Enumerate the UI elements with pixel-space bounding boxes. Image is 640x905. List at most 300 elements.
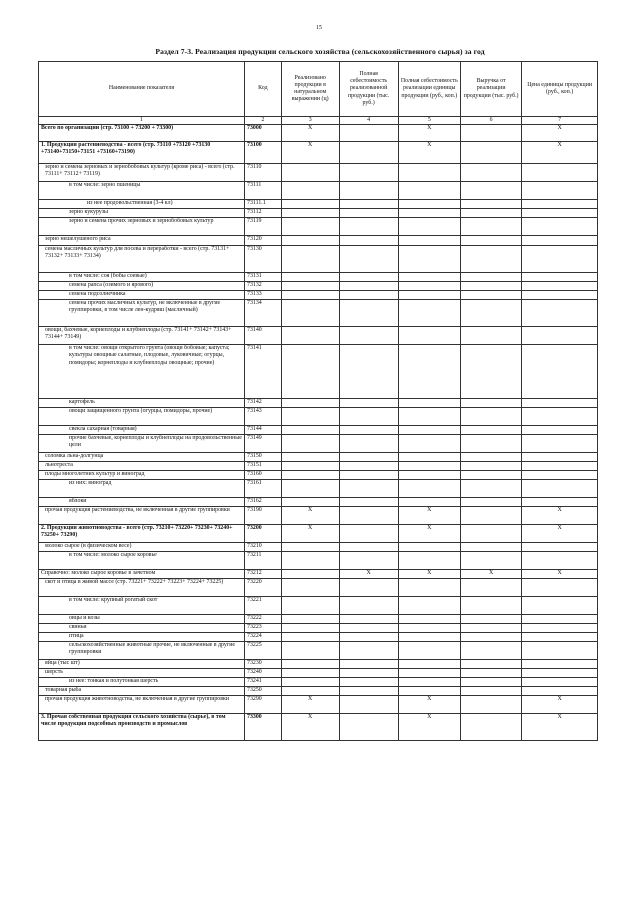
value-cell [460, 246, 521, 273]
value-cell [522, 624, 598, 633]
value-cell [460, 624, 521, 633]
value-cell [522, 678, 598, 687]
value-cell [522, 291, 598, 300]
row-code: 73143 [245, 408, 282, 426]
value-cell [398, 615, 460, 624]
value-cell [339, 209, 398, 218]
table-row [39, 236, 598, 246]
value-cell: X [281, 525, 339, 543]
indicator-name: семена масличных культур для посева и переработки - всего (стр. 73131+ 73132+ 73133+ 73134) [39, 246, 245, 273]
value-cell [339, 552, 398, 570]
value-cell [522, 399, 598, 408]
value-cell [522, 660, 598, 669]
value-cell [339, 597, 398, 615]
value-cell [281, 498, 339, 507]
value-cell [522, 462, 598, 471]
value-cell [398, 300, 460, 327]
indicator-name: плоды многолетних культур и виноград [39, 471, 245, 480]
table-row [39, 570, 598, 579]
row-code: 73290 [245, 696, 282, 714]
value-cell [398, 182, 460, 200]
value-cell [281, 579, 339, 597]
table-row [39, 642, 598, 660]
value-cell [281, 327, 339, 345]
value-cell [339, 300, 398, 327]
indicator-name: овощи защищенного грунта (огурцы, помидоры, прочие) [39, 408, 245, 426]
value-cell [460, 236, 521, 246]
value-cell [460, 291, 521, 300]
table-row [39, 669, 598, 678]
value-cell [522, 435, 598, 453]
row-code: 73223 [245, 624, 282, 633]
value-cell: X [398, 125, 460, 142]
row-code: 73150 [245, 453, 282, 462]
value-cell [281, 642, 339, 660]
value-cell [522, 164, 598, 182]
indicator-name: товарная рыба [39, 687, 245, 696]
column-number: 3 [281, 117, 339, 125]
table-row [39, 142, 598, 164]
value-cell: X [522, 525, 598, 543]
value-cell [398, 624, 460, 633]
table-row [39, 480, 598, 498]
row-code: 73211 [245, 552, 282, 570]
row-code: 73120 [245, 236, 282, 246]
value-cell [339, 142, 398, 164]
indicator-name: в том числе: крупный рогатый скот [39, 597, 245, 615]
indicator-name: яйца (тыс шт) [39, 660, 245, 669]
value-cell [522, 282, 598, 291]
value-cell [339, 164, 398, 182]
value-cell [398, 291, 460, 300]
value-cell [281, 300, 339, 327]
row-code: 73141 [245, 345, 282, 399]
row-code: 73133 [245, 291, 282, 300]
value-cell [339, 236, 398, 246]
value-cell [398, 426, 460, 435]
header-cell: Полная себестоимость реализации единицы продукции (руб., коп.) [398, 62, 460, 117]
value-cell [339, 426, 398, 435]
table-row [39, 273, 598, 282]
row-code: 73240 [245, 669, 282, 678]
value-cell [522, 669, 598, 678]
value-cell [339, 696, 398, 714]
value-cell [281, 164, 339, 182]
value-cell [460, 408, 521, 426]
value-cell [398, 660, 460, 669]
value-cell [522, 200, 598, 209]
value-cell [339, 669, 398, 678]
value-cell [339, 125, 398, 142]
value-cell [339, 615, 398, 624]
row-code: 73241 [245, 678, 282, 687]
table-row [39, 615, 598, 624]
indicator-name: овцы и козы [39, 615, 245, 624]
table-row [39, 426, 598, 435]
value-cell [460, 507, 521, 525]
value-cell [460, 579, 521, 597]
value-cell [398, 218, 460, 236]
value-cell [339, 345, 398, 399]
row-code: 73230 [245, 660, 282, 669]
header-cell: Реализовано продукции в натуральном выражении (ц) [281, 62, 339, 117]
indicator-name: свекла сахарная (товарная) [39, 426, 245, 435]
sales-table [38, 61, 598, 741]
value-cell [339, 660, 398, 669]
header-cell: Наименование показателя [39, 62, 245, 117]
value-cell [460, 669, 521, 678]
table-row [39, 471, 598, 480]
value-cell [398, 597, 460, 615]
value-cell [398, 246, 460, 273]
value-cell: X [281, 696, 339, 714]
value-cell [522, 552, 598, 570]
value-cell [281, 678, 339, 687]
value-cell [398, 687, 460, 696]
value-cell [522, 615, 598, 624]
value-cell [522, 597, 598, 615]
row-code: 73221 [245, 597, 282, 615]
value-cell: X [281, 125, 339, 142]
row-code: 73161 [245, 480, 282, 498]
value-cell [522, 453, 598, 462]
value-cell [281, 200, 339, 209]
row-code: 73162 [245, 498, 282, 507]
row-code: 73212 [245, 570, 282, 579]
row-code: 73210 [245, 543, 282, 552]
value-cell [460, 498, 521, 507]
row-code: 73132 [245, 282, 282, 291]
value-cell [339, 714, 398, 741]
value-cell [398, 236, 460, 246]
row-code: 73200 [245, 525, 282, 543]
header-row [39, 62, 598, 117]
table-row [39, 552, 598, 570]
value-cell [281, 597, 339, 615]
table-row [39, 507, 598, 525]
table-row [39, 543, 598, 552]
table-row [39, 408, 598, 426]
value-cell [460, 125, 521, 142]
value-cell [398, 209, 460, 218]
row-code: 73225 [245, 642, 282, 660]
value-cell [398, 200, 460, 209]
value-cell: X [522, 714, 598, 741]
value-cell [398, 498, 460, 507]
column-number-row [39, 117, 598, 125]
value-cell [339, 624, 398, 633]
value-cell [281, 453, 339, 462]
indicator-name: прочая продукция растениеводства, не включенная в другие группировки [39, 507, 245, 525]
value-cell [522, 327, 598, 345]
value-cell [460, 525, 521, 543]
row-code: 73224 [245, 633, 282, 642]
column-number: 6 [460, 117, 521, 125]
value-cell [522, 633, 598, 642]
value-cell [460, 552, 521, 570]
value-cell [460, 678, 521, 687]
value-cell [522, 273, 598, 282]
row-code: 73110 [245, 164, 282, 182]
row-code: 73144 [245, 426, 282, 435]
value-cell [460, 597, 521, 615]
indicator-name: 1. Продукция растениеводства - всего (стр. 73110 +73120 +73130 +73140+73150+73151 +73160+73190) [39, 142, 245, 164]
table-row [39, 209, 598, 218]
value-cell [522, 543, 598, 552]
value-cell [281, 687, 339, 696]
value-cell: X [460, 570, 521, 579]
row-code: 73222 [245, 615, 282, 624]
row-code: 73300 [245, 714, 282, 741]
column-number: 7 [522, 117, 598, 125]
table-row [39, 714, 598, 741]
table-row [39, 525, 598, 543]
value-cell [460, 633, 521, 642]
value-cell [339, 462, 398, 471]
value-cell: X [522, 125, 598, 142]
value-cell [460, 471, 521, 480]
row-code: 73130 [245, 246, 282, 273]
value-cell [460, 200, 521, 209]
value-cell [460, 435, 521, 453]
value-cell [460, 642, 521, 660]
value-cell: X [398, 570, 460, 579]
value-cell [339, 507, 398, 525]
value-cell [522, 236, 598, 246]
value-cell [281, 435, 339, 453]
value-cell [339, 471, 398, 480]
value-cell [339, 408, 398, 426]
value-cell [281, 399, 339, 408]
value-cell [281, 552, 339, 570]
value-cell: X [522, 696, 598, 714]
value-cell [398, 273, 460, 282]
table-body [39, 125, 598, 741]
value-cell [460, 696, 521, 714]
row-code: 73111.1 [245, 200, 282, 209]
value-cell [398, 543, 460, 552]
table-row [39, 678, 598, 687]
value-cell [281, 624, 339, 633]
indicator-name: скот и птица в живой массе (стр. 73221+ 73222+ 73223+ 73224+ 73225) [39, 579, 245, 597]
value-cell: X [398, 714, 460, 741]
value-cell [460, 615, 521, 624]
column-number: 2 [245, 117, 282, 125]
indicator-name: молоко сырое (в физическом весе) [39, 543, 245, 552]
indicator-name: в том числе: молоко сырое коровье [39, 552, 245, 570]
table-row [39, 435, 598, 453]
page-number: 15 [316, 25, 322, 31]
value-cell [398, 471, 460, 480]
row-code: 73119 [245, 218, 282, 236]
value-cell [398, 282, 460, 291]
header-cell: Полная себестоимость реализованной продукции (тыс. руб.) [339, 62, 398, 117]
table-row [39, 498, 598, 507]
value-cell [460, 142, 521, 164]
header-cell: Выручка от реализации продукции (тыс. руб.) [460, 62, 521, 117]
value-cell [522, 209, 598, 218]
table-row [39, 164, 598, 182]
table-row [39, 453, 598, 462]
value-cell [339, 579, 398, 597]
value-cell [398, 164, 460, 182]
table-row [39, 579, 598, 597]
value-cell [281, 660, 339, 669]
value-cell [281, 209, 339, 218]
table-row [39, 125, 598, 142]
indicator-name: 2. Продукция животноводства - всего (стр. 73210+ 73220+ 73230+ 73240+ 73250+ 73290) [39, 525, 245, 543]
indicator-name: зерно кукурузы [39, 209, 245, 218]
value-cell [522, 426, 598, 435]
value-cell [460, 273, 521, 282]
indicator-name: в том числе: зерно пшеницы [39, 182, 245, 200]
value-cell: X [398, 696, 460, 714]
row-code: 73000 [245, 125, 282, 142]
indicator-name: семена прочих масличных культур, не включенные в другие группировки, в том числе лен-кудряш (масличный) [39, 300, 245, 327]
value-cell [398, 579, 460, 597]
indicator-name: семена рапса (озимого и ярового) [39, 282, 245, 291]
indicator-name: 3. Прочая собственная продукция сельского хозяйства (сырье), в том числе продукция подсобных производств и промыслов [39, 714, 245, 741]
header-cell: Цена единицы продукции (руб., коп.) [522, 62, 598, 117]
row-code: 73250 [245, 687, 282, 696]
header-cell: Код [245, 62, 282, 117]
indicator-name: из нее: тонкая и полутонкая шерсть [39, 678, 245, 687]
value-cell [281, 633, 339, 642]
value-cell [339, 200, 398, 209]
column-number: 5 [398, 117, 460, 125]
value-cell: X [522, 570, 598, 579]
value-cell [281, 615, 339, 624]
indicator-name: прочая продукция животноводства, не включенная в другие группировки [39, 696, 245, 714]
indicator-name: Всего по организации (стр. 73100 + 73200 + 73300) [39, 125, 245, 142]
value-cell [281, 543, 339, 552]
value-cell: X [398, 142, 460, 164]
value-cell [339, 642, 398, 660]
value-cell [281, 246, 339, 273]
indicator-name: из них: виноград [39, 480, 245, 498]
value-cell: X [281, 142, 339, 164]
value-cell [522, 498, 598, 507]
indicator-name: соломка льна-долгунца [39, 453, 245, 462]
value-cell [460, 164, 521, 182]
row-code: 73151 [245, 462, 282, 471]
value-cell [281, 218, 339, 236]
value-cell [281, 408, 339, 426]
row-code: 73100 [245, 142, 282, 164]
table-row [39, 696, 598, 714]
value-cell [398, 435, 460, 453]
indicator-name: семена подсолнечника [39, 291, 245, 300]
value-cell [398, 552, 460, 570]
indicator-name: из нее продовольственная (3-4 кл) [39, 200, 245, 209]
value-cell [339, 246, 398, 273]
value-cell [339, 399, 398, 408]
row-code: 73134 [245, 300, 282, 327]
value-cell [522, 246, 598, 273]
value-cell [460, 300, 521, 327]
row-code: 73190 [245, 507, 282, 525]
value-cell [398, 327, 460, 345]
value-cell [281, 282, 339, 291]
row-code: 73112 [245, 209, 282, 218]
value-cell [281, 182, 339, 200]
value-cell [339, 218, 398, 236]
value-cell [339, 291, 398, 300]
indicator-name: картофель [39, 399, 245, 408]
table-row [39, 327, 598, 345]
indicator-name: зерно и семена зерновых и зернобобовых культур (кроме риса) - всего (стр. 73111+ 73112+ 73119) [39, 164, 245, 182]
value-cell [339, 182, 398, 200]
value-cell [522, 471, 598, 480]
value-cell [522, 480, 598, 498]
value-cell [460, 218, 521, 236]
indicator-name: зерно и семена прочих зерновых и зернобобовых культур [39, 218, 245, 236]
table-row [39, 687, 598, 696]
indicator-name: в том числе: овощи открытого грунта (овощи бобовые; капуста; культуры овощные салатные, плодовые, луковичные; огурцы, помидоры; корнеплоды и клубнеплоды овощные; прочие) [39, 345, 245, 399]
value-cell [398, 669, 460, 678]
value-cell [339, 543, 398, 552]
indicator-name: льнотреста [39, 462, 245, 471]
value-cell [460, 453, 521, 462]
value-cell [460, 543, 521, 552]
value-cell [339, 498, 398, 507]
indicator-name: прочие бахчевые, корнеплоды и клубнеплоды на продовольственные цели [39, 435, 245, 453]
value-cell [460, 687, 521, 696]
value-cell [339, 453, 398, 462]
value-cell [460, 282, 521, 291]
value-cell [339, 687, 398, 696]
section-title: Раздел 7-3. Реализация продукции сельского хозяйства (сельскохозяйственного сырья) за год [155, 47, 485, 56]
row-code: 73149 [245, 435, 282, 453]
value-cell [460, 399, 521, 408]
indicator-name: овощи, бахчевые, корнеплоды и клубнеплоды (стр. 73141+ 73142+ 73143+ 73144+ 73149) [39, 327, 245, 345]
value-cell [398, 462, 460, 471]
value-cell [339, 435, 398, 453]
value-cell [281, 669, 339, 678]
value-cell [460, 480, 521, 498]
value-cell [281, 236, 339, 246]
value-cell [460, 660, 521, 669]
indicator-name: зерно нешелушеного риса [39, 236, 245, 246]
table-row [39, 399, 598, 408]
value-cell [339, 525, 398, 543]
value-cell [281, 273, 339, 282]
row-code: 73142 [245, 399, 282, 408]
value-cell [522, 579, 598, 597]
value-cell: X [398, 525, 460, 543]
value-cell [398, 633, 460, 642]
table-row [39, 246, 598, 273]
table-row [39, 282, 598, 291]
value-cell [398, 399, 460, 408]
value-cell [522, 182, 598, 200]
value-cell [522, 687, 598, 696]
value-cell [522, 642, 598, 660]
value-cell [522, 408, 598, 426]
value-cell [281, 462, 339, 471]
table-row [39, 624, 598, 633]
value-cell [460, 714, 521, 741]
indicator-name: яблоки [39, 498, 245, 507]
indicator-name: в том числе: соя (бобы соевые) [39, 273, 245, 282]
value-cell [398, 678, 460, 687]
table-row [39, 200, 598, 209]
value-cell [281, 345, 339, 399]
row-code: 73111 [245, 182, 282, 200]
value-cell [522, 300, 598, 327]
value-cell [460, 182, 521, 200]
value-cell [339, 480, 398, 498]
